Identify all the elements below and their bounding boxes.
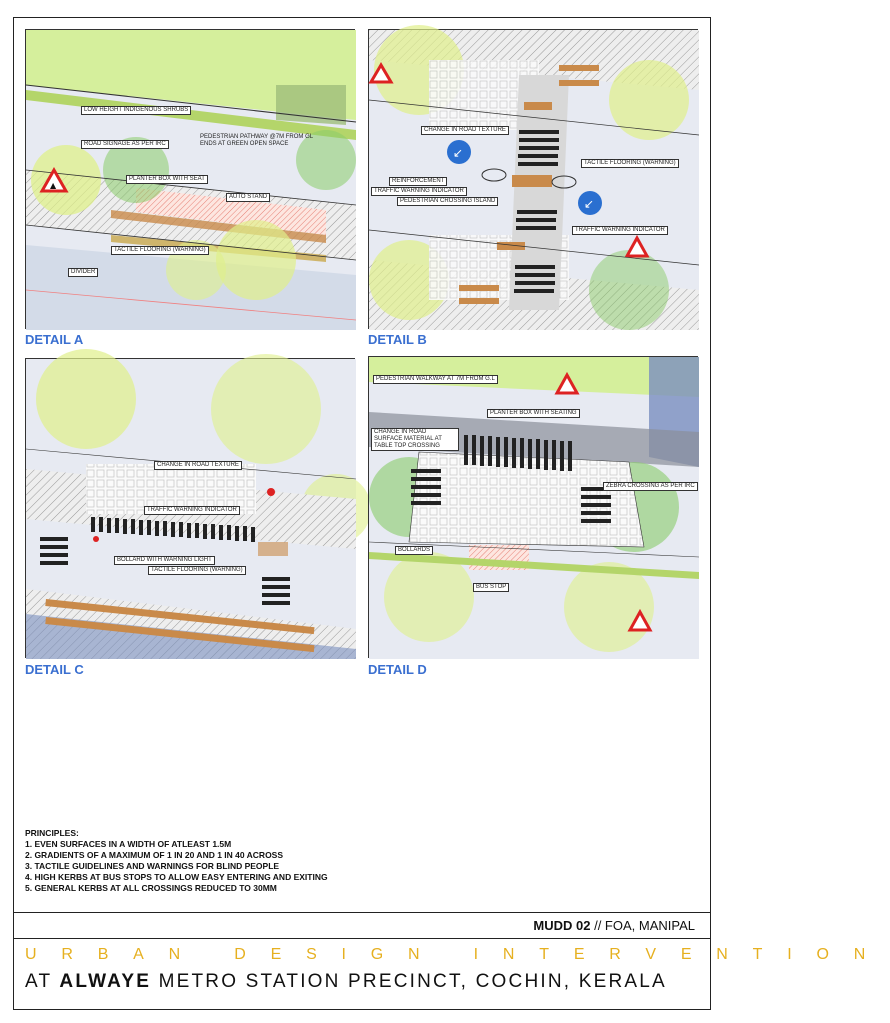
keep-left-sign-icon xyxy=(578,191,602,215)
svg-text:▲: ▲ xyxy=(50,181,57,190)
detail-c-title: DETAIL C xyxy=(25,662,84,677)
keep-left-sign-icon xyxy=(447,140,471,164)
label-traffic-warning-indicator: TRAFFIC WARNING INDICATOR xyxy=(144,506,240,515)
label-tactile-flooring: TACTILE FLOORING (WARNING) xyxy=(148,566,246,575)
label-bollards: BOLLARDS xyxy=(395,546,433,555)
course-code: MUDD 02 xyxy=(533,918,591,933)
label-pedestrian-crossing-island: PEDESTRIAN CROSSING ISLAND xyxy=(397,197,498,206)
principles-heading: PRINCIPLES: xyxy=(25,828,79,838)
label-bus-stop: BUS STOP xyxy=(473,583,509,592)
label-bollard-warning-light: BOLLARD WITH WARNING LIGHT xyxy=(114,556,215,565)
detail-d-drawing xyxy=(368,356,698,658)
label-traffic-warning-indicator-2: TRAFFIC WARNING INDICATOR xyxy=(572,226,668,235)
label-tactile-flooring: TACTILE FLOORING (WARNING) xyxy=(111,246,209,255)
principle-item: 5. GENERAL KERBS AT ALL CROSSINGS REDUCED TO 30MM xyxy=(25,883,277,893)
principles-list xyxy=(25,828,328,894)
detail-a-drawing xyxy=(25,29,355,329)
label-tactile-flooring: TACTILE FLOORING (WARNING) xyxy=(581,159,679,168)
sheet-title: URBAN DESIGN INTERVENTION xyxy=(25,946,890,963)
sheet-subtitle xyxy=(25,971,667,993)
detail-d-plan xyxy=(369,357,699,659)
detail-b-title: DETAIL B xyxy=(368,332,427,347)
detail-b-drawing xyxy=(368,29,698,329)
label-road-surface-material: CHANGE IN ROAD SURFACE MATERIAL AT TABLE TOP CROSSING xyxy=(371,428,459,451)
subtitle-prefix: AT xyxy=(25,971,60,992)
svg-text:↙: ↙ xyxy=(584,197,595,211)
detail-a-title: DETAIL A xyxy=(25,332,84,347)
label-planter-box: PLANTER BOX WITH SEAT xyxy=(126,175,208,184)
label-change-road-texture: CHANGE IN ROAD TEXTURE xyxy=(421,126,509,135)
footer-rule-top xyxy=(13,912,711,913)
label-divider: DIVIDER xyxy=(68,268,98,277)
footer-rule-mid xyxy=(13,938,711,939)
course-label xyxy=(533,918,695,933)
label-zebra-crossing: ZEBRA CROSSING AS PER IRC xyxy=(603,482,698,491)
label-pedestrian-pathway: PEDESTRIAN PATHWAY @7M FROM GL ENDS AT GREEN OPEN SPACE xyxy=(200,134,313,147)
institute-name: // FOA, MANIPAL xyxy=(590,918,695,933)
label-change-road-texture: CHANGE IN ROAD TEXTURE xyxy=(154,461,242,470)
principle-item: 4. HIGH KERBS AT BUS STOPS TO ALLOW EASY ENTERING AND EXITING xyxy=(25,872,328,882)
label-auto-stand: AUTO STAND xyxy=(226,193,270,202)
principle-item: 3. TACTILE GUIDELINES AND WARNINGS FOR BLIND PEOPLE xyxy=(25,861,280,871)
subtitle-site: ALWAYE xyxy=(59,971,152,992)
label-traffic-warning-indicator: TRAFFIC WARNING INDICATOR xyxy=(371,187,467,196)
principle-item: 2. GRADIENTS OF A MAXIMUM OF 1 IN 20 AND 1 IN 40 ACROSS xyxy=(25,850,284,860)
label-reinforcement: REINFORCEMENT xyxy=(389,177,447,186)
label-planter-box-seating: PLANTER BOX WITH SEATING xyxy=(487,409,580,418)
subtitle-suffix: METRO STATION PRECINCT, COCHIN, KERALA xyxy=(151,971,667,992)
label-road-signage: ROAD SIGNAGE AS PER IRC xyxy=(81,140,169,149)
label-pedestrian-walkway: PEDESTRIAN WALKWAY AT 7M FROM G.L xyxy=(373,375,498,384)
detail-d-title: DETAIL D xyxy=(368,662,427,677)
principle-item: 1. EVEN SURFACES IN A WIDTH OF ATLEAST 1.5M xyxy=(25,839,232,849)
label-shrubs: LOW HEIGHT INDIGENOUS SHRUBS xyxy=(81,106,191,115)
svg-text:↙: ↙ xyxy=(453,146,464,160)
detail-c-drawing xyxy=(25,358,355,658)
